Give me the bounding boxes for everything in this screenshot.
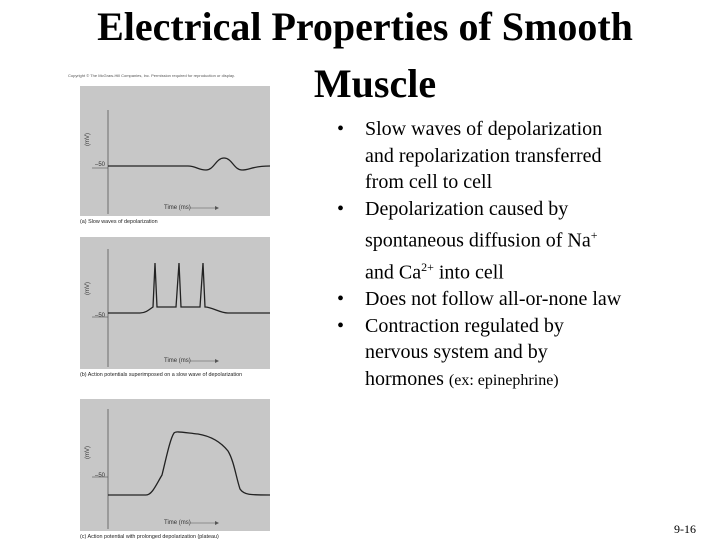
figure-panel-c: [80, 399, 270, 531]
bullet-2-text-b: and Ca: [365, 261, 422, 284]
sodium-charge: +: [590, 228, 598, 242]
page-number: 9-16: [674, 522, 696, 536]
figure-a-caption: (a) Slow waves of depolarization: [80, 219, 158, 225]
figure-a-graph: [80, 86, 270, 216]
figure-c-xlabel: Time (ms): [164, 520, 191, 526]
figure-b-graph: [80, 237, 270, 369]
figure-b-xlabel: Time (ms): [164, 358, 191, 364]
bullet-list: [334, 116, 624, 394]
figure-panel-a: [80, 86, 270, 216]
action-potential-trace: [108, 263, 270, 313]
figure-a-tick: –50: [95, 162, 106, 168]
figure-b-caption: (b) Action potentials superimposed on a slow wave of depolarization: [80, 372, 243, 378]
figure-a-xlabel: Time (ms): [164, 205, 191, 211]
copyright-notice: Copyright © The McGraw-Hill Companies, Inc. Permission required for reproduction or display.: [68, 73, 235, 78]
bullet-2-text-c: into cell: [433, 261, 504, 284]
calcium-charge: 2+: [421, 260, 434, 275]
bullet-slow-waves: • Slow waves of depolarization and repolarization transferred from cell to cell: [334, 116, 624, 196]
plateau-trace: [108, 432, 270, 495]
figure-b-ylabel: (mV): [85, 282, 91, 295]
bullet-2-text-a: Depolarization caused by spontaneous diffusion of Na: [365, 197, 591, 252]
slow-wave-trace: [108, 158, 270, 170]
figure-c-graph: [80, 399, 270, 531]
bullet-depolarization: [334, 196, 624, 287]
bullet-4-example: (ex: epinephrine): [448, 371, 559, 389]
figure-a-ylabel: (mV): [85, 133, 91, 146]
figure-c-tick: –50: [95, 473, 106, 479]
figure-panel-b: [80, 237, 270, 369]
title-line-1: Electrical Properties of Smooth: [97, 4, 633, 49]
figure-b-tick: –50: [95, 313, 106, 319]
figure-c-ylabel: (mV): [85, 446, 91, 459]
bullet-all-or-none: • Does not follow all-or-none law: [334, 286, 624, 313]
bullet-contraction: [334, 313, 624, 395]
figure-c-caption: (c) Action potential with prolonged depolarization (plateau): [80, 534, 219, 540]
bullet-4-text: Contraction regulated by nervous system and by hormones: [365, 314, 564, 390]
title-line-2: Muscle: [313, 61, 437, 106]
